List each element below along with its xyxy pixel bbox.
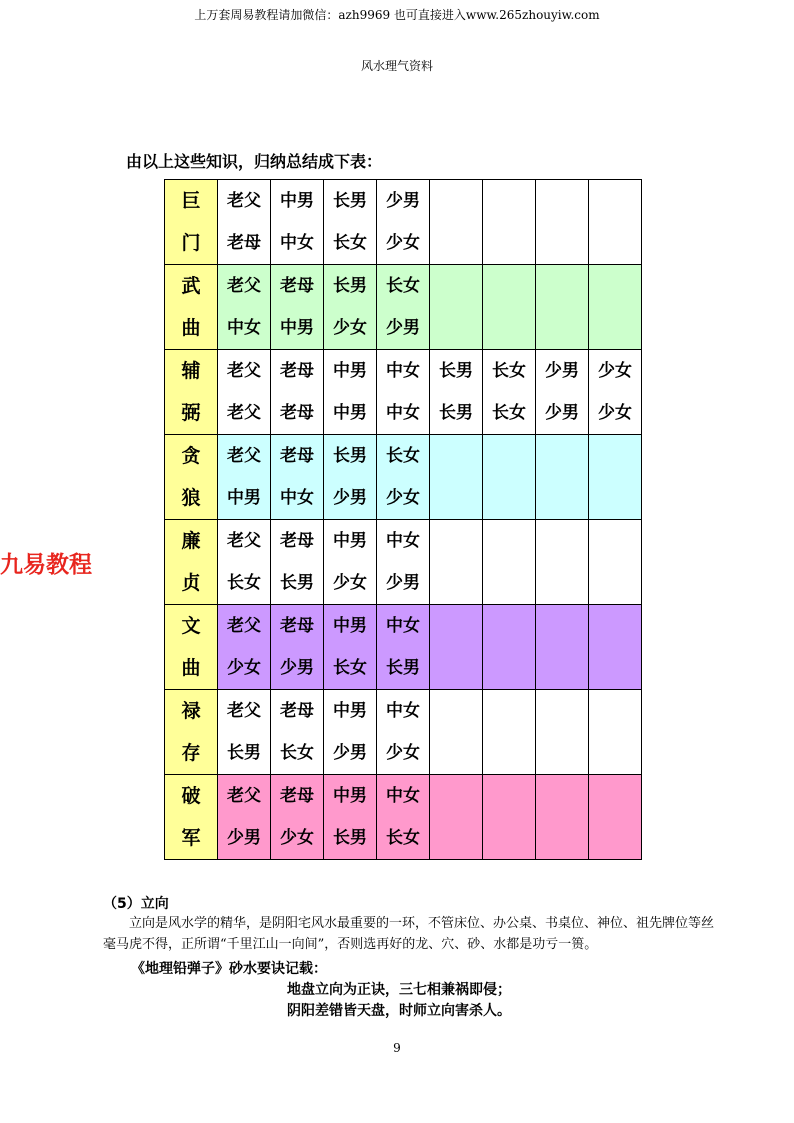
star-name-char: 辅	[181, 359, 201, 382]
star-name-cell	[165, 265, 218, 350]
relation-cell	[483, 435, 536, 520]
relation-text: 老父	[227, 615, 261, 636]
relation-cell	[377, 520, 430, 605]
relation-text: 长男	[280, 572, 314, 593]
relation-text: 少女	[333, 317, 367, 338]
relation-cell	[377, 775, 430, 860]
quote-title: 《地理铅弹子》砂水要诀记载：	[131, 961, 327, 977]
relation-text: 老父	[227, 445, 261, 466]
relation-text: 老母	[280, 445, 314, 466]
relation-text: 老父	[227, 190, 261, 211]
relation-text: 少女	[598, 402, 632, 423]
relation-cell	[271, 775, 324, 860]
relation-text: 老父	[227, 402, 261, 423]
relation-cell	[271, 605, 324, 690]
relation-cell	[324, 775, 377, 860]
star-name-char: 贞	[181, 571, 201, 594]
relation-cell	[483, 775, 536, 860]
relation-text: 长女	[386, 827, 420, 848]
relation-cell	[589, 690, 642, 775]
relation-cell	[324, 690, 377, 775]
relation-cell	[536, 265, 589, 350]
relation-cell	[536, 435, 589, 520]
section-paragraph	[103, 913, 723, 955]
relation-text: 长男	[386, 657, 420, 678]
star-name-cell	[165, 520, 218, 605]
watermark-text: 九易教程	[0, 552, 92, 578]
star-name-cell	[165, 435, 218, 520]
relation-cell	[324, 350, 377, 435]
relation-cell	[324, 435, 377, 520]
relation-text: 老父	[227, 700, 261, 721]
relation-text: 老母	[280, 530, 314, 551]
relation-text: 中男	[333, 530, 367, 551]
relation-text: 老母	[280, 402, 314, 423]
relation-cell	[324, 180, 377, 265]
star-name-char: 武	[181, 274, 201, 297]
relation-cell	[536, 690, 589, 775]
relation-text: 少男	[545, 402, 579, 423]
section-paragraph-text: 立向是风水学的精华，是阴阳宅风水最重要的一环，不管床位、办公桌、书桌位、神位、祖先牌位等丝毫马虎不得，正所谓“千里江山一向间”，否则选再好的龙、穴、砂、水都是功亏一篑。	[103, 916, 715, 952]
relation-text: 中男	[333, 360, 367, 381]
relation-text: 中男	[333, 615, 367, 636]
relation-text: 少男	[545, 360, 579, 381]
relation-cell	[218, 180, 271, 265]
section-heading: （5）立向	[103, 896, 169, 912]
relation-text: 长女	[280, 742, 314, 763]
relation-text: 中女	[386, 615, 420, 636]
relation-cell	[536, 180, 589, 265]
relation-text: 少女	[333, 572, 367, 593]
relation-cell	[218, 435, 271, 520]
relation-text: 中男	[280, 190, 314, 211]
relation-text: 长女	[492, 360, 526, 381]
relation-cell	[430, 775, 483, 860]
relation-text: 少男	[333, 742, 367, 763]
relation-text: 老父	[227, 785, 261, 806]
relation-cell	[589, 775, 642, 860]
star-name-char: 存	[181, 741, 201, 764]
relation-cell	[483, 350, 536, 435]
relation-cell	[324, 520, 377, 605]
relation-text: 长女	[333, 657, 367, 678]
relation-text: 长男	[333, 445, 367, 466]
relation-text: 长女	[333, 232, 367, 253]
header-contact-line: 上万套周易教程请加微信：azh9969 也可直接进入www.265zhouyiw.com	[194, 8, 600, 22]
relation-text: 老母	[280, 275, 314, 296]
star-name-cell	[165, 605, 218, 690]
relation-text: 少男	[386, 317, 420, 338]
table-row	[165, 265, 642, 350]
relation-cell	[324, 605, 377, 690]
relation-cell	[377, 435, 430, 520]
relation-text: 少男	[333, 487, 367, 508]
relation-cell	[589, 605, 642, 690]
relation-text: 长女	[386, 445, 420, 466]
table-row	[165, 605, 642, 690]
relation-cell	[536, 350, 589, 435]
relation-cell	[271, 180, 324, 265]
page-header-title: 风水理气资料	[360, 59, 433, 73]
relation-cell	[536, 775, 589, 860]
relation-cell	[377, 605, 430, 690]
relation-cell	[589, 435, 642, 520]
star-name-char: 禄	[181, 699, 201, 722]
star-name-char: 门	[181, 231, 201, 254]
relation-text: 中女	[386, 785, 420, 806]
relation-text: 少女	[386, 487, 420, 508]
relation-text: 老母	[280, 700, 314, 721]
relation-text: 中女	[386, 700, 420, 721]
star-name-cell	[165, 775, 218, 860]
relation-text: 长女	[227, 572, 261, 593]
relation-text: 老母	[280, 615, 314, 636]
relation-text: 老父	[227, 275, 261, 296]
relation-cell	[430, 690, 483, 775]
relation-text: 中女	[386, 402, 420, 423]
star-name-cell	[165, 350, 218, 435]
relation-cell	[271, 435, 324, 520]
star-name-char: 曲	[181, 656, 201, 679]
relation-cell	[589, 265, 642, 350]
table-row	[165, 435, 642, 520]
star-name-char: 贪	[181, 444, 201, 467]
star-name-char: 狼	[181, 486, 201, 509]
relation-cell	[377, 265, 430, 350]
relation-cell	[430, 520, 483, 605]
relation-cell	[483, 265, 536, 350]
verse-line-2: 阴阳差错皆天盘，时师立向害杀人。	[287, 1003, 511, 1019]
relation-cell	[430, 350, 483, 435]
verse-line-1: 地盘立向为正诀，三七相兼祸即侵；	[287, 982, 511, 998]
star-relationship-table	[164, 179, 642, 860]
relation-text: 少女	[598, 360, 632, 381]
relation-cell	[218, 775, 271, 860]
relation-text: 老父	[227, 360, 261, 381]
relation-text: 少女	[227, 657, 261, 678]
star-name-char: 弼	[181, 401, 201, 424]
relation-cell	[430, 435, 483, 520]
relation-cell	[536, 520, 589, 605]
relation-cell	[483, 520, 536, 605]
relation-text: 长男	[333, 275, 367, 296]
relation-cell	[377, 180, 430, 265]
relation-text: 中女	[280, 487, 314, 508]
relation-cell	[218, 350, 271, 435]
relation-cell	[483, 180, 536, 265]
relation-text: 长男	[227, 742, 261, 763]
relation-cell	[483, 605, 536, 690]
relation-text: 老母	[227, 232, 261, 253]
relation-cell	[483, 690, 536, 775]
relation-text: 少男	[227, 827, 261, 848]
relation-text: 少男	[386, 190, 420, 211]
intro-text: 由以上这些知识，归纳总结成下表：	[126, 152, 383, 171]
relation-cell	[218, 690, 271, 775]
relation-cell	[271, 690, 324, 775]
relation-cell	[589, 180, 642, 265]
relation-cell	[218, 605, 271, 690]
relation-cell	[536, 605, 589, 690]
relation-text: 中男	[280, 317, 314, 338]
relation-cell	[218, 265, 271, 350]
relation-text: 中男	[227, 487, 261, 508]
relation-text: 少女	[386, 742, 420, 763]
star-name-char: 军	[181, 826, 201, 849]
table-row	[165, 520, 642, 605]
relation-text: 长女	[386, 275, 420, 296]
relation-text: 老父	[227, 530, 261, 551]
page-number: 9	[393, 1041, 401, 1055]
table-row	[165, 180, 642, 265]
star-name-char: 巨	[181, 189, 201, 212]
relation-cell	[271, 265, 324, 350]
star-name-char: 破	[181, 784, 201, 807]
relation-text: 中男	[333, 785, 367, 806]
relation-text: 少男	[280, 657, 314, 678]
relation-text: 少女	[280, 827, 314, 848]
table-row	[165, 690, 642, 775]
table-row	[165, 775, 642, 860]
relation-text: 中男	[333, 402, 367, 423]
relation-cell	[218, 520, 271, 605]
relation-text: 少男	[386, 572, 420, 593]
relation-text: 长男	[439, 360, 473, 381]
relation-text: 老母	[280, 785, 314, 806]
relation-text: 中男	[333, 700, 367, 721]
relation-text: 长女	[492, 402, 526, 423]
relation-text: 长男	[439, 402, 473, 423]
relation-cell	[377, 350, 430, 435]
relation-text: 中女	[227, 317, 261, 338]
relation-cell	[430, 605, 483, 690]
star-name-char: 曲	[181, 316, 201, 339]
star-name-cell	[165, 690, 218, 775]
star-name-char: 廉	[181, 529, 201, 552]
relation-text: 少女	[386, 232, 420, 253]
relation-cell	[271, 350, 324, 435]
relation-cell	[377, 690, 430, 775]
relation-text: 长男	[333, 190, 367, 211]
relation-text: 老母	[280, 360, 314, 381]
relation-text: 长男	[333, 827, 367, 848]
relation-cell	[589, 350, 642, 435]
star-name-cell	[165, 180, 218, 265]
relation-cell	[271, 520, 324, 605]
relation-cell	[430, 180, 483, 265]
table-row	[165, 350, 642, 435]
relation-text: 中女	[386, 360, 420, 381]
relation-cell	[589, 520, 642, 605]
relation-text: 中女	[280, 232, 314, 253]
relation-cell	[430, 265, 483, 350]
star-name-char: 文	[181, 614, 201, 637]
relation-text: 中女	[386, 530, 420, 551]
relation-cell	[324, 265, 377, 350]
